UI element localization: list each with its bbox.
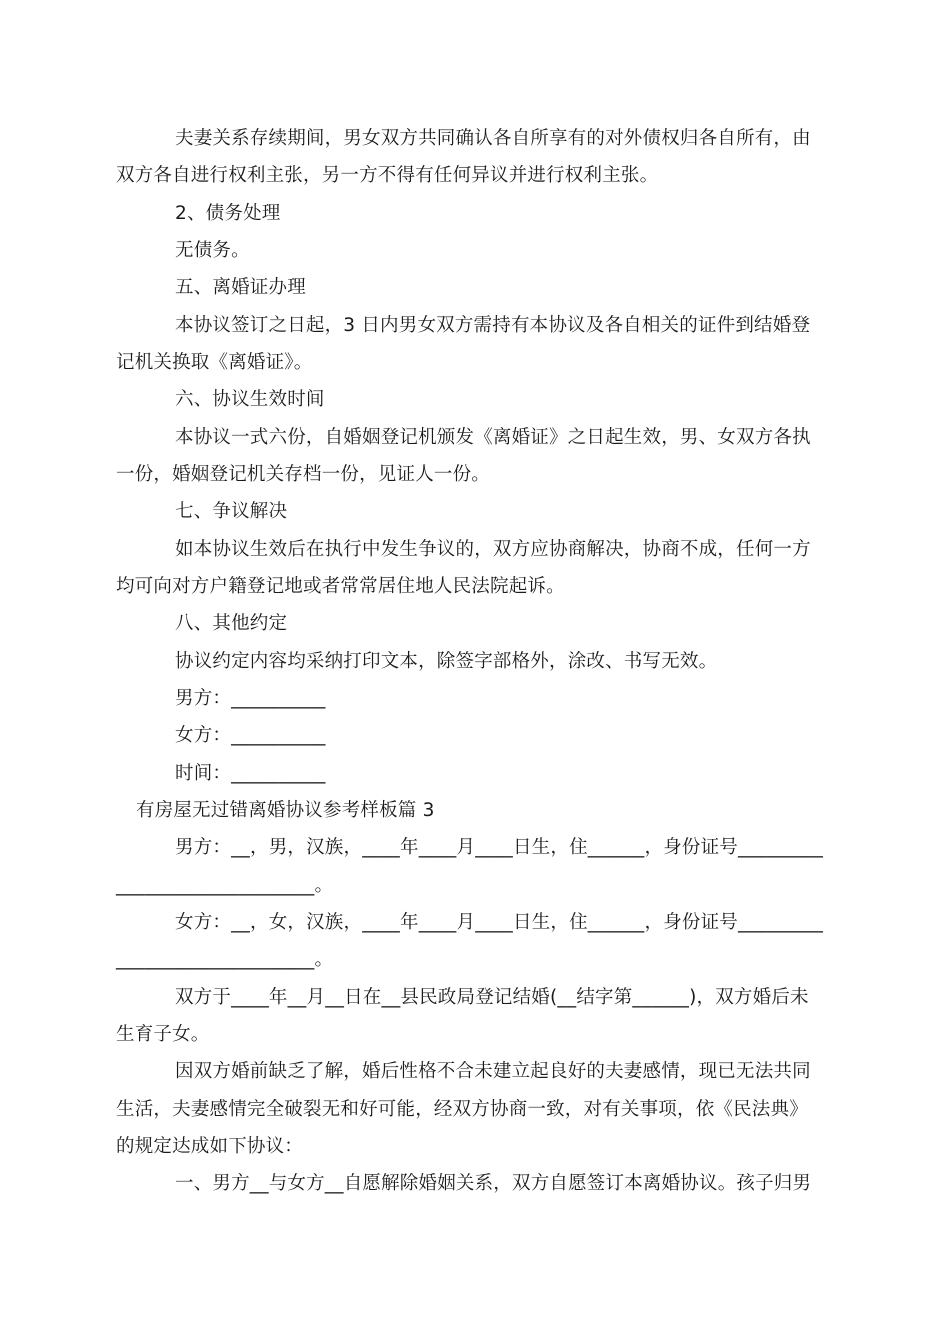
paragraph-line: 协议约定内容均采纳打印文本，除签字部格外，涂改、书写无效。 <box>175 651 718 672</box>
paragraph-line: _____________________。 <box>116 875 334 896</box>
section-heading: 七、争议解决 <box>175 501 288 522</box>
paragraph-line: 双方于____年__月__日在__县民政局登记结婚(__结字第______)，双方婚后未 <box>175 987 809 1008</box>
paragraph-line: 一份，婚姻登记机关存档一份，见证人一份。 <box>116 464 491 485</box>
paragraph-line: 如本协议生效后在执行中发生争议的，双方应协商解决，协商不成，任何一方 <box>175 539 811 560</box>
paragraph-line: 夫妻关系存续期间，男女双方共同确认各自所享有的对外债权归各自所有，由 <box>175 128 811 149</box>
paragraph-line: 一、男方__与女方__自愿解除婚姻关系，双方自愿签订本离婚协议。孩子归男 <box>175 1173 812 1194</box>
section-heading: 八、其他约定 <box>175 613 288 634</box>
paragraph-line: 记机关换取《离婚证》。 <box>116 352 313 373</box>
paragraph-line: 均可向对方户籍登记地或者常常居住地人民法院起诉。 <box>116 576 565 597</box>
paragraph-line: 的规定达成如下协议： <box>116 1136 304 1157</box>
paragraph-line: 生活，夫妻感情完全破裂无和好可能，经双方协商一致，对有关事项，依《民法典》 <box>116 1099 808 1120</box>
paragraph-line: 本协议签订之日起，3 日内男女双方需持有本协议及各自相关的证件到结婚登 <box>175 315 811 336</box>
paragraph-line: 双方各自进行权利主张，另一方不得有任何异议并进行权利主张。 <box>116 165 659 186</box>
paragraph-line: 男方：__，男，汉族，____年____月____日生，住______，身份证号_________ <box>175 837 824 858</box>
signature-line-male: 男方：__________ <box>175 688 326 709</box>
document-title: 有房屋无过错离婚协议参考样板篇 3 <box>136 800 435 821</box>
section-heading: 2、债务处理 <box>175 203 281 224</box>
signature-line-female: 女方：__________ <box>175 725 326 746</box>
section-heading: 五、离婚证办理 <box>175 277 306 298</box>
paragraph-line: 生育子女。 <box>116 1024 210 1045</box>
paragraph-line: 无债务。 <box>175 240 250 261</box>
section-heading: 六、协议生效时间 <box>175 389 325 410</box>
signature-line-date: 时间：__________ <box>175 763 326 784</box>
paragraph-line: 因双方婚前缺乏了解，婚后性格不合未建立起良好的夫妻感情，现已无法共同 <box>175 1061 811 1082</box>
paragraph-line: _____________________。 <box>116 949 334 970</box>
paragraph-line: 女方：__，女，汉族，____年____月____日生，住______，身份证号_________ <box>175 912 824 933</box>
paragraph-line: 本协议一式六份，自婚姻登记机颁发《离婚证》之日起生效，男、女双方各执 <box>175 427 811 448</box>
